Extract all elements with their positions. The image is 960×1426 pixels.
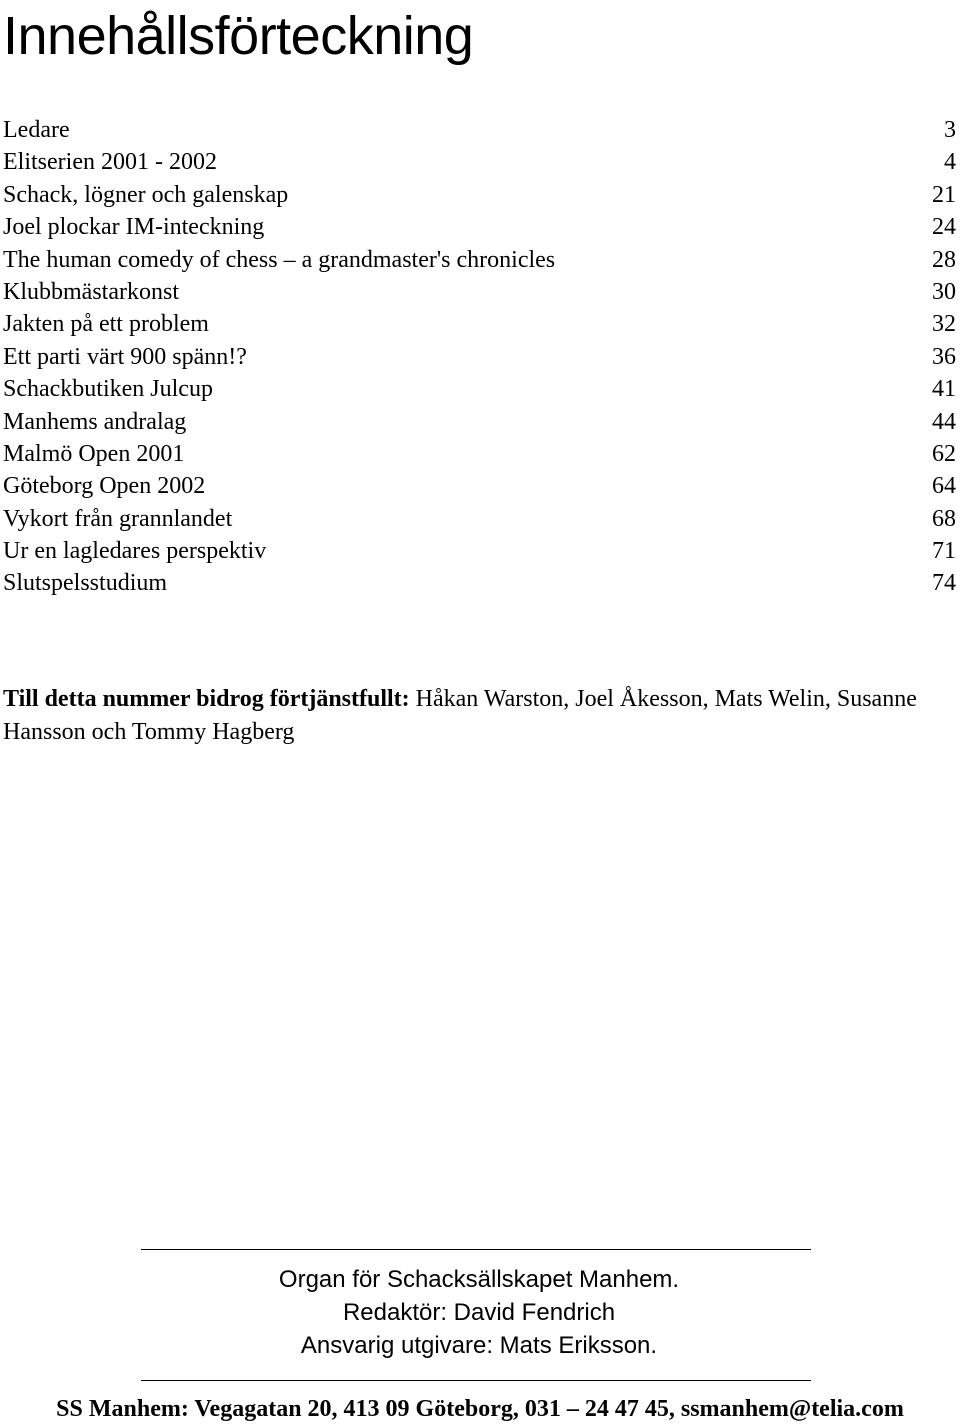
- colophon-top-divider: [141, 1249, 811, 1250]
- toc-entry-title: The human comedy of chess – a grandmaster's chronicles: [3, 246, 556, 273]
- toc-entry-title: Ur en lagledares perspektiv: [3, 538, 267, 565]
- contributors-label: Till detta nummer bidrog förtjänstfullt:: [3, 686, 410, 712]
- toc-entry: [3, 244, 956, 276]
- toc-entry-title: Ett parti värt 900 spänn!?: [3, 343, 247, 370]
- toc-entry-page: 21: [932, 181, 956, 208]
- toc-entry: [3, 114, 956, 146]
- toc-entry-title: Jakten på ett problem: [3, 311, 209, 338]
- toc-entry-title: Elitserien 2001 - 2002: [3, 149, 217, 176]
- colophon-bottom-divider: [141, 1380, 811, 1381]
- toc-entry-page: 68: [932, 505, 956, 532]
- table-of-contents: [3, 114, 956, 600]
- colophon-organ: Organ för Schacksällskapet Manhem.: [278, 1266, 680, 1293]
- toc-entry-page: 71: [932, 538, 956, 565]
- toc-entry-page: 3: [944, 117, 956, 143]
- toc-entry-page: 4: [944, 149, 956, 176]
- toc-entry-page: 36: [932, 343, 956, 370]
- toc-entry: [3, 503, 956, 535]
- toc-entry-title: Manhems andralag: [3, 408, 187, 435]
- toc-entry-title: Ledare: [3, 117, 70, 143]
- toc-entry-title: Göteborg Open 2002: [3, 473, 206, 500]
- toc-entry-title: Schack, lögner och galenskap: [3, 181, 289, 208]
- toc-entry: [3, 146, 956, 178]
- toc-entry: [3, 276, 956, 308]
- toc-entry: [3, 308, 956, 340]
- page-title: Innehållsförteckning: [3, 6, 474, 66]
- toc-entry: [3, 406, 956, 438]
- toc-entry: [3, 438, 956, 470]
- toc-entry: [3, 211, 956, 243]
- toc-entry-title: Klubbmästarkonst: [3, 278, 179, 305]
- toc-entry-title: Slutspelsstudium: [3, 570, 168, 597]
- toc-entry-page: 62: [932, 440, 956, 467]
- toc-entry: [3, 470, 956, 502]
- toc-entry: [3, 179, 956, 211]
- colophon-publisher: Ansvarig utgivare: Mats Eriksson.: [300, 1332, 658, 1359]
- toc-entry-page: 30: [932, 278, 956, 305]
- toc-entry-title: Vykort från grannlandet: [3, 505, 233, 532]
- toc-entry: [3, 373, 956, 405]
- toc-entry: [3, 567, 956, 599]
- toc-entry-title: Schackbutiken Julcup: [3, 376, 213, 403]
- toc-entry: [3, 535, 956, 567]
- toc-entry-page: 41: [932, 376, 956, 403]
- toc-entry-page: 28: [932, 246, 956, 273]
- toc-entry-page: 24: [932, 214, 956, 241]
- toc-entry-title: Joel plockar IM-inteckning: [3, 214, 265, 241]
- toc-entry-page: 44: [932, 408, 956, 435]
- contributors-note: [3, 683, 933, 749]
- contributors-names: Håkan Warston, Joel Åkesson, Mats Welin, Susanne Hansson och Tommy Hagberg: [3, 686, 917, 745]
- toc-entry: [3, 341, 956, 373]
- toc-entry-page: 74: [932, 570, 956, 597]
- toc-entry-title: Malmö Open 2001: [3, 440, 185, 467]
- colophon: [141, 1263, 817, 1362]
- toc-entry-page: 32: [932, 311, 956, 338]
- footer-address: SS Manhem: Vegagatan 20, 413 09 Göteborg, 031 – 24 47 45, ssmanhem@telia.com: [56, 1396, 904, 1422]
- colophon-editor: Redaktör: David Fendrich: [342, 1299, 616, 1326]
- toc-entry-page: 64: [932, 473, 956, 500]
